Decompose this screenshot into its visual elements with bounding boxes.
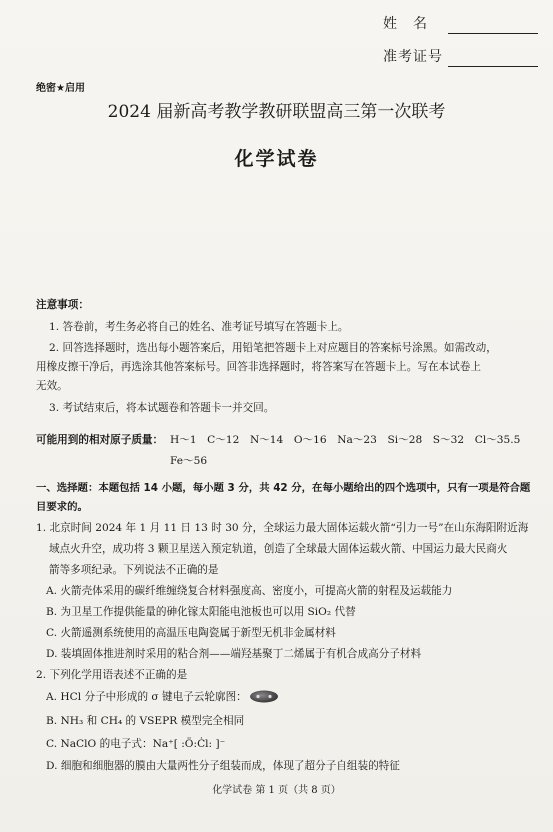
secret-mark: 绝密★启用 xyxy=(36,83,85,94)
q1-stem-line-1: 1. 北京时间 2024 年 1 月 11 日 13 时 30 分，全球运力最大固体运载火箭“引力一号”在山东海阳附近海 xyxy=(36,522,529,534)
q1-option-c: C. 火箭遥测系统使用的高温压电陶瓷属于新型无机非金属材料 xyxy=(46,627,336,639)
exam-id-label: 准考证号 xyxy=(383,49,443,65)
section-1-heading-line-1: 一、选择题：本题包括 14 小题，每小题 3 分，共 42 分，在每小题给出的四个选项中，只有一项是符合题 xyxy=(36,482,531,494)
q2-option-b: B. NH₃ 和 CH₄ 的 VSEPR 模型完全相同 xyxy=(46,715,245,727)
notice-item-2-line-3: 无效。 xyxy=(36,380,68,392)
q1-stem-line-2: 域点火升空，成功将 3 颗卫星送入预定轨道，创造了全球最大固体运载火箭、中国运力最大民商火 xyxy=(49,543,508,555)
q2-option-c: C. NaClO 的电子式：Na⁺[ :Ö:Ċl: ]⁻ xyxy=(46,738,226,750)
atomic-mass-line-1: H～1 C～12 N～14 O～16 Na～23 Si～28 S～32 Cl～35.5 xyxy=(170,434,521,446)
q2-option-a xyxy=(46,688,279,708)
atomic-mass-label: 可能用到的相对原子质量： xyxy=(36,434,164,446)
notice-item-2-line-2: 用橡皮擦干净后，再选涂其他答案标号。回答非选择题时，将答案写在答题卡上。写在本试卷上 xyxy=(36,361,481,373)
q1-stem-line-3: 箭等多项纪录。下列说法不正确的是 xyxy=(49,564,219,576)
q1-option-d: D. 装填固体推进剂时采用的粘合剂——端羟基聚丁二烯属于有机合成高分子材料 xyxy=(46,648,422,660)
page-footer: 化学试卷 第 1 页（共 8 页） xyxy=(212,785,341,796)
q2-option-a-text: A. HCl 分子中形成的 σ 键电子云轮廓图： xyxy=(46,691,247,703)
q2-option-d: D. 细胞和细胞器的膜由大量两性分子组装而成，体现了超分子自组装的特征 xyxy=(46,760,400,772)
exam-id-underline xyxy=(448,66,538,67)
name-label: 姓 名 xyxy=(383,16,428,32)
section-1-heading-line-2: 目要求的。 xyxy=(36,501,88,513)
subject-title: 化学试卷 xyxy=(234,148,319,170)
notice-heading: 注意事项： xyxy=(36,299,89,311)
q1-option-a: A. 火箭壳体采用的碳纤维缠绕复合材料强度高、密度小，可提高火箭的射程及运载能力 xyxy=(46,585,453,597)
notice-item-1: 1. 答卷前，考生务必将自己的姓名、准考证号填写在答题卡上。 xyxy=(49,321,349,333)
q2-stem: 2. 下列化学用语表述不正确的是 xyxy=(36,669,188,681)
sigma-bond-orbital-icon xyxy=(249,690,279,703)
notice-item-3: 3. 考试结束后，将本试题卷和答题卡一并交回。 xyxy=(49,402,275,414)
atomic-mass-line-2: Fe～56 xyxy=(170,455,208,467)
exam-title: 2024 届新高考教学教研联盟高三第一次联考 xyxy=(107,102,446,122)
notice-item-2-line-1: 2. 回答选择题时，选出每小题答案后，用铅笔把答题卡上对应题目的答案标号涂黑。如需改动， xyxy=(49,342,497,354)
q1-option-b: B. 为卫星工作提供能量的砷化镓太阳能电池板也可以用 SiO₂ 代替 xyxy=(46,606,356,618)
name-underline xyxy=(448,33,538,34)
